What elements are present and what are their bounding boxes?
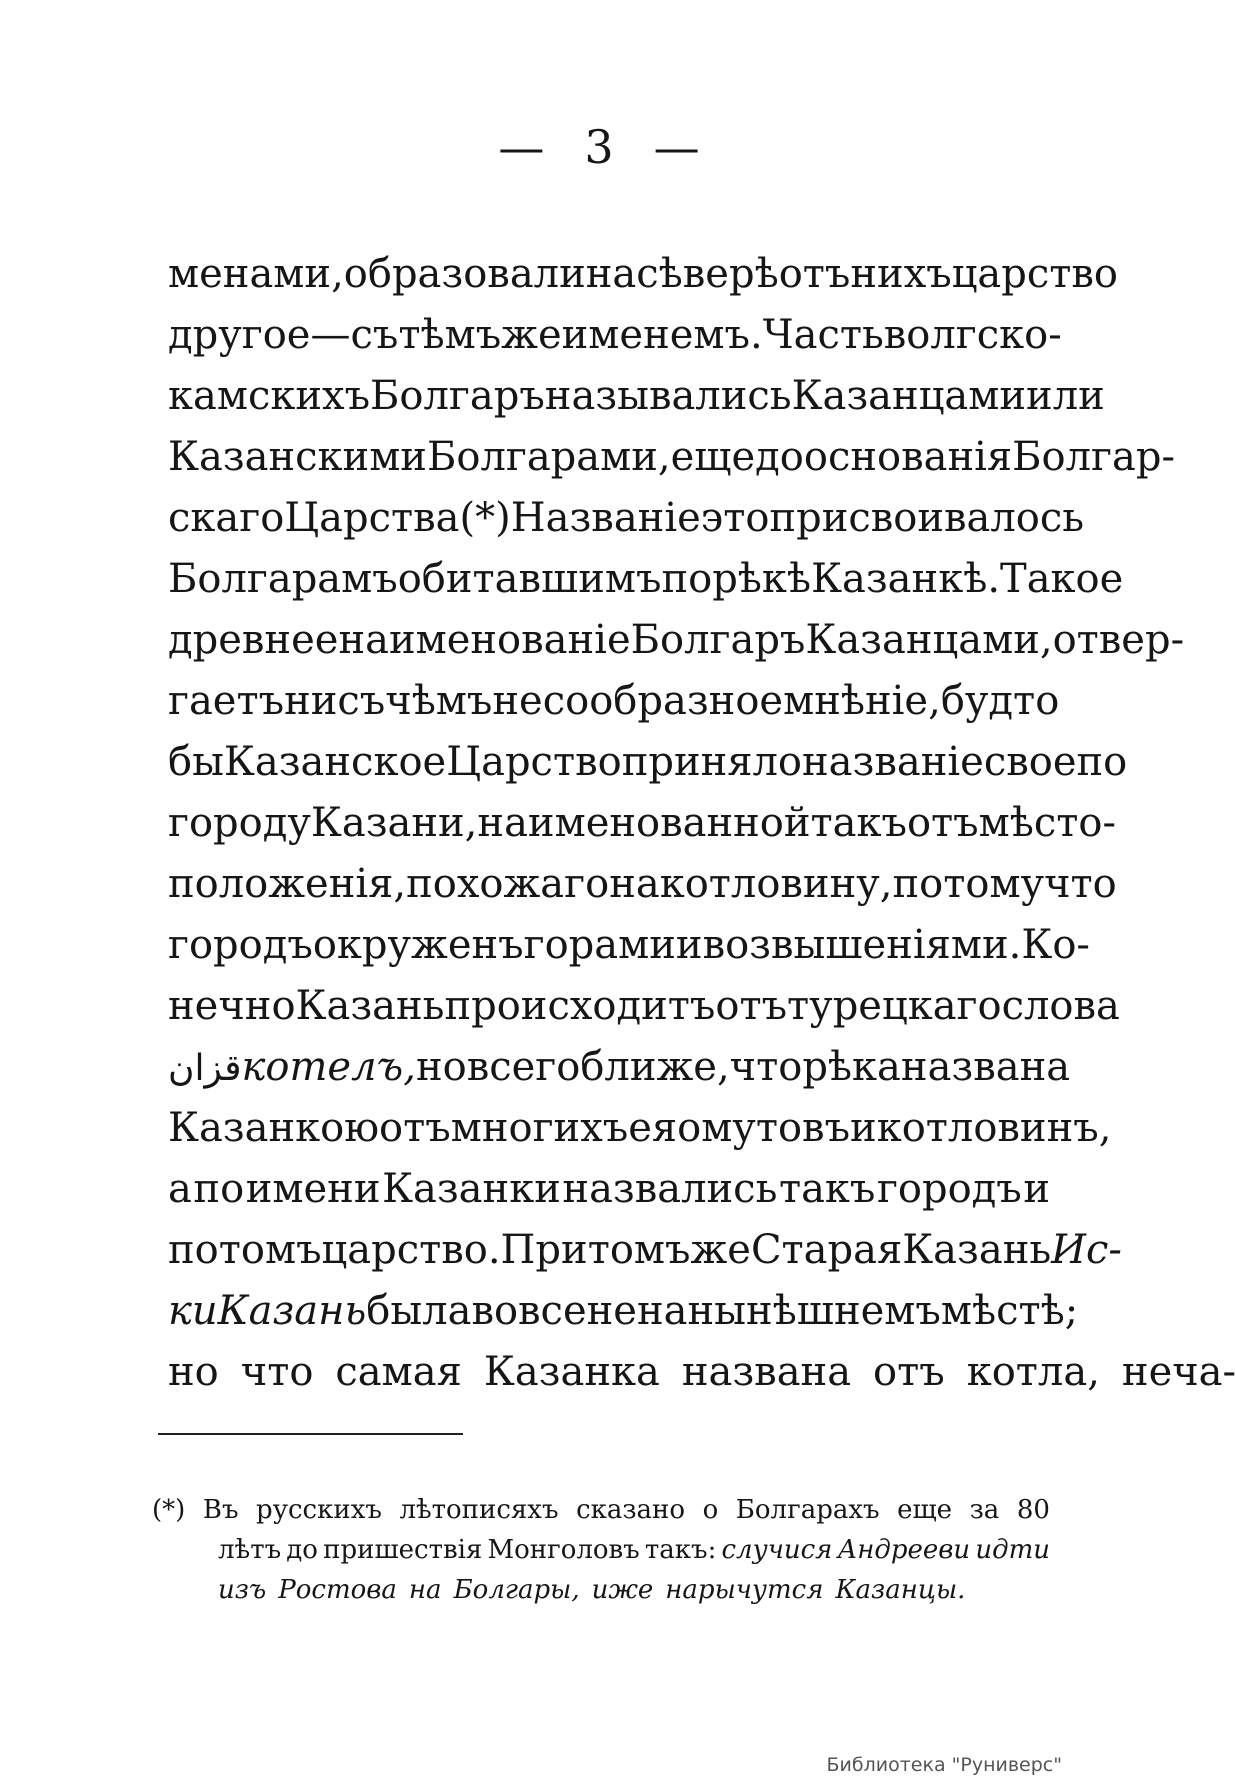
word: городу bbox=[168, 800, 311, 846]
footnote-divider bbox=[158, 1433, 463, 1435]
footnote-line-1 bbox=[152, 1490, 1050, 1530]
word: русскихъ bbox=[256, 1495, 382, 1525]
word: Казань bbox=[295, 983, 445, 1029]
word: отъ bbox=[715, 983, 788, 1029]
footnote-reference: (*) bbox=[459, 495, 511, 541]
italic-word: ки bbox=[168, 1288, 218, 1334]
word: возвышеніями. bbox=[702, 922, 1022, 968]
word: нанынѣшнемъ bbox=[636, 1288, 941, 1334]
word: назывались bbox=[544, 373, 792, 419]
word: не bbox=[586, 1288, 637, 1334]
word: чѣмъ bbox=[385, 678, 493, 724]
word: Царство bbox=[446, 739, 622, 785]
word: другое—съ bbox=[168, 312, 399, 358]
word: Казанское bbox=[223, 739, 447, 785]
word: названа bbox=[900, 1044, 1071, 1090]
word: будто bbox=[940, 678, 1060, 724]
italic-word: нарычутся bbox=[665, 1575, 824, 1605]
text-line-6 bbox=[168, 549, 1124, 610]
word: похожаго bbox=[406, 861, 610, 907]
word: пришествія bbox=[323, 1535, 483, 1565]
italic-word: на bbox=[408, 1575, 442, 1605]
text-line-19 bbox=[168, 1342, 1236, 1403]
word: 80 bbox=[1016, 1495, 1050, 1525]
italic-word: Андрееви bbox=[837, 1535, 971, 1565]
page-number-dash-right: — bbox=[653, 120, 702, 174]
text-line-5 bbox=[168, 488, 1085, 549]
word: Болгаръ bbox=[370, 373, 545, 419]
word: отъ bbox=[778, 251, 851, 297]
word: лѣтъ bbox=[218, 1535, 282, 1565]
word: нечно bbox=[168, 983, 296, 1029]
text-line-15 bbox=[168, 1098, 1112, 1159]
word: такъ: bbox=[644, 1535, 717, 1565]
word: что bbox=[1044, 861, 1117, 907]
word: волгско- bbox=[883, 312, 1062, 358]
word: свое bbox=[983, 739, 1077, 785]
italic-word: Ис- bbox=[1051, 1227, 1122, 1273]
word: приняло bbox=[621, 739, 802, 785]
word: лѣтописяхъ bbox=[399, 1495, 559, 1525]
word: мнѣніе, bbox=[783, 678, 941, 724]
word: котловину, bbox=[659, 861, 893, 907]
word: самая bbox=[335, 1349, 462, 1395]
word: именемъ. bbox=[561, 312, 763, 358]
word: до bbox=[286, 1535, 318, 1565]
word: гаетъ bbox=[168, 678, 285, 724]
word: положенія, bbox=[168, 861, 407, 907]
italic-word: случися bbox=[721, 1535, 833, 1565]
word: турецкаго bbox=[787, 983, 1002, 1029]
word: Монголовъ bbox=[487, 1535, 640, 1565]
word: Въ bbox=[202, 1495, 239, 1525]
word: сказано bbox=[576, 1495, 686, 1525]
word: Болгар- bbox=[1012, 434, 1175, 480]
word: горами bbox=[523, 922, 676, 968]
page-number-dash-left: — bbox=[498, 120, 547, 174]
italic-word: Казань bbox=[217, 1288, 367, 1334]
word: это bbox=[700, 495, 770, 541]
word: Названіе bbox=[510, 495, 701, 541]
word: рѣка bbox=[802, 1044, 901, 1090]
word: еще bbox=[897, 1495, 953, 1525]
text-line-17 bbox=[168, 1220, 1122, 1281]
word: Ко- bbox=[1021, 922, 1090, 968]
word: Болгарамъ bbox=[168, 556, 398, 602]
word: на bbox=[609, 861, 660, 907]
footnote-line-3 bbox=[152, 1570, 1050, 1610]
word: Старая bbox=[750, 1227, 903, 1273]
word: Болгарахъ bbox=[735, 1495, 880, 1525]
word: по bbox=[661, 556, 713, 602]
word: сообразное bbox=[542, 678, 784, 724]
word: царство bbox=[951, 251, 1119, 297]
word: котла, bbox=[966, 1349, 1100, 1395]
word: а bbox=[168, 1166, 192, 1212]
arabic-word-kazan: قزان bbox=[168, 1048, 242, 1089]
word: бы bbox=[168, 739, 224, 785]
text-line-14 bbox=[168, 1037, 1071, 1098]
word: вовсе bbox=[471, 1288, 587, 1334]
word: но bbox=[415, 1044, 467, 1090]
word: мѣстѣ; bbox=[940, 1288, 1079, 1334]
word: мѣсто- bbox=[978, 800, 1117, 846]
word: но bbox=[168, 1349, 219, 1395]
word: ближе, bbox=[580, 1044, 730, 1090]
text-line-11 bbox=[168, 854, 1117, 915]
word: обитавшимъ bbox=[397, 556, 662, 602]
word: городъ bbox=[876, 1166, 1022, 1212]
word: Казань bbox=[902, 1227, 1052, 1273]
text-line-1 bbox=[168, 244, 1119, 305]
word: о bbox=[702, 1495, 719, 1525]
text-line-9 bbox=[168, 732, 1128, 793]
word: отвер- bbox=[1052, 617, 1185, 663]
word: потому bbox=[892, 861, 1045, 907]
word: наименованіе bbox=[338, 617, 631, 663]
word: нихъ bbox=[850, 251, 952, 297]
word: же bbox=[501, 312, 562, 358]
word: названа bbox=[681, 1349, 852, 1395]
word: за bbox=[969, 1495, 1000, 1525]
word: имени bbox=[245, 1166, 381, 1212]
word: назвались bbox=[562, 1166, 778, 1212]
word: Казанки bbox=[382, 1166, 561, 1212]
text-line-16 bbox=[168, 1159, 1050, 1220]
word: многихъ bbox=[450, 1105, 629, 1151]
word: и bbox=[1023, 1166, 1050, 1212]
italic-word: Болгары, bbox=[453, 1575, 580, 1605]
word: омутовъ bbox=[677, 1105, 851, 1151]
word: Казанскими bbox=[168, 434, 427, 480]
word: царство. bbox=[321, 1227, 501, 1273]
footnote-line-2 bbox=[152, 1530, 1050, 1570]
text-line-4 bbox=[168, 427, 1175, 488]
word: рѣкѣ bbox=[712, 556, 812, 602]
word: Болгаръ bbox=[630, 617, 806, 663]
word: до bbox=[755, 434, 804, 480]
word: еще bbox=[670, 434, 756, 480]
word: присвоивалось bbox=[769, 495, 1085, 541]
italic-word: иже bbox=[591, 1575, 654, 1605]
word: по bbox=[193, 1166, 245, 1212]
word: скаго bbox=[168, 495, 285, 541]
word: древнее bbox=[168, 617, 339, 663]
word: не bbox=[492, 678, 543, 724]
word: такъ bbox=[810, 800, 907, 846]
word: названіе bbox=[802, 739, 984, 785]
word: происходитъ bbox=[444, 983, 716, 1029]
text-line-13 bbox=[168, 976, 1120, 1037]
page-number bbox=[0, 120, 1200, 174]
text-line-12 bbox=[168, 915, 1090, 976]
word: отъ bbox=[379, 1105, 451, 1151]
word: Притомъ bbox=[500, 1227, 691, 1273]
word: тѣмъ bbox=[398, 312, 502, 358]
text-line-18 bbox=[168, 1281, 1079, 1342]
word: ея bbox=[628, 1105, 678, 1151]
library-credit: Библиотека "Руниверс" bbox=[826, 1754, 1062, 1776]
text-line-7 bbox=[168, 610, 1185, 671]
italic-word: Ростова bbox=[278, 1575, 397, 1605]
word: котловинъ, bbox=[876, 1105, 1112, 1151]
word: на bbox=[585, 251, 637, 297]
word: городъ bbox=[168, 922, 313, 968]
text-line-3 bbox=[168, 366, 1105, 427]
word: всего bbox=[466, 1044, 581, 1090]
word: или bbox=[1026, 373, 1105, 419]
word: Часть bbox=[762, 312, 884, 358]
text-line-2 bbox=[168, 305, 1062, 366]
word: потомъ bbox=[168, 1227, 322, 1273]
word: Болгарами, bbox=[426, 434, 671, 480]
word: отъ bbox=[873, 1349, 945, 1395]
word: менами, bbox=[168, 251, 344, 297]
word: отъ bbox=[906, 800, 979, 846]
italic-word: котелъ, bbox=[241, 1044, 416, 1090]
italic-word: идти bbox=[975, 1535, 1050, 1565]
word: съ bbox=[337, 678, 386, 724]
text-line-8 bbox=[168, 671, 1060, 732]
word: что bbox=[240, 1349, 314, 1395]
word: по bbox=[1076, 739, 1128, 785]
word: и bbox=[675, 922, 703, 968]
word: образовали bbox=[343, 251, 586, 297]
word: слова bbox=[1001, 983, 1120, 1029]
word: Казанка bbox=[483, 1349, 660, 1395]
footnote-marker: (*) bbox=[152, 1495, 186, 1525]
word: наименованной bbox=[477, 800, 811, 846]
body-text bbox=[168, 244, 1236, 1403]
word: что bbox=[729, 1044, 803, 1090]
word: Царства bbox=[284, 495, 460, 541]
word: и bbox=[850, 1105, 877, 1151]
word: Казанцами, bbox=[805, 617, 1053, 663]
word: камскихъ bbox=[168, 373, 371, 419]
word: окруженъ bbox=[312, 922, 524, 968]
word: Казанкою bbox=[168, 1105, 380, 1151]
italic-word: изъ bbox=[218, 1575, 267, 1605]
page-number-value: 3 bbox=[584, 120, 616, 174]
footnote bbox=[152, 1490, 1050, 1610]
word: Казанкѣ. bbox=[811, 556, 1001, 602]
word: сѣверѣ bbox=[636, 251, 779, 297]
word: такъ bbox=[778, 1166, 876, 1212]
word: же bbox=[690, 1227, 751, 1273]
word: основанія bbox=[803, 434, 1013, 480]
italic-word: Казанцы. bbox=[835, 1575, 966, 1605]
word: ни bbox=[284, 678, 338, 724]
word: Казанцами bbox=[791, 373, 1027, 419]
text-line-10 bbox=[168, 793, 1117, 854]
word: была bbox=[366, 1288, 472, 1334]
word: Казани, bbox=[310, 800, 478, 846]
word: Такое bbox=[1000, 556, 1124, 602]
word: неча- bbox=[1121, 1349, 1236, 1395]
